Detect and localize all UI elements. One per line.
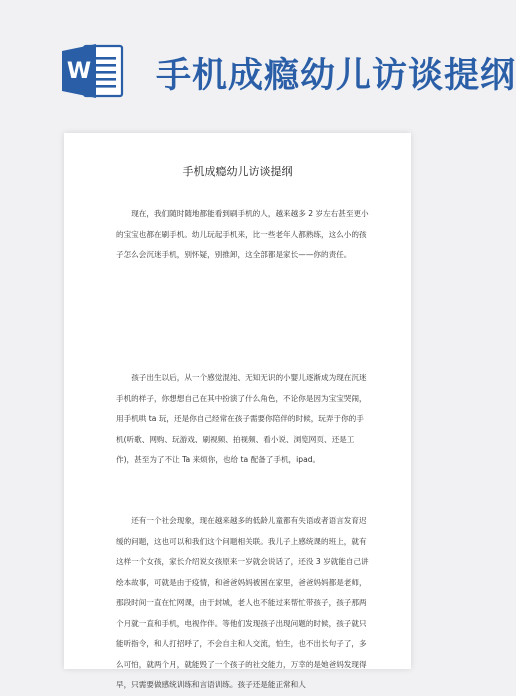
paragraph-1: 现在，我们随时随地都能看到刷手机的人，越来越多 2 岁左右甚至更小的宝宝也都在刷手机。幼儿玩起手机来，比一些老年人都熟练，这么小的孩子怎么会沉迷手机，别怀疑，别推卸，这全部都是家长——你的责任。 bbox=[116, 209, 369, 259]
paragraph-3: 还有一个社会现象，现在越来越多的低龄儿童都有失语或者语言发育迟缓的问题，这也可以和我们这个问题相关联。我儿子上感统课的班上，就有这样一个女孩，家长介绍说女孩原来一岁就会说话了，还没 3 岁就能自己讲绘本故事，可就是由于疫情，和爸爸妈妈被困在家里，爸爸妈妈都是老师，那段时间一直在忙网课，由于封城，老人也不能过来帮忙带孩子，孩子那两个月就一直和手机，电视作伴。等他们发现孩子出现问题的时候，孩子就只能听指令，和人打招呼了，不会自主和人交流，怕生，也不出长句子了，多么可怕，就两个月，就能毁了一个孩子的社交能力，万幸的是她爸妈发现得早，只需要做感统训练和言语训练。孩子还是能正常和人 bbox=[116, 516, 369, 689]
banner-title: 手机成瘾幼儿访谈提纲 bbox=[156, 56, 516, 96]
word-document-icon bbox=[62, 44, 124, 98]
word-icon-letter: W bbox=[66, 59, 92, 84]
banner bbox=[0, 0, 516, 105]
document-title: 手机成瘾幼儿访谈提纲 bbox=[182, 165, 293, 178]
document-page bbox=[64, 133, 411, 689]
paragraph-2: 孩子出生以后，从一个感觉混沌、无知无识的小婴儿逐渐成为现在沉迷手机的样子，你想想自己在其中扮演了什么角色，不论你是因为宝宝哭闹，用手机哄 ta 玩，还是你自己经常在孩子需要你陪伴的时候，玩弄于你的手机(听歌、网购、玩游戏、刷视频、拍视频、看小说、浏览网页、还是工作)，甚至为了不让 Ta 来烦你，也给 ta 配备了手机，ipad。 bbox=[116, 373, 367, 464]
